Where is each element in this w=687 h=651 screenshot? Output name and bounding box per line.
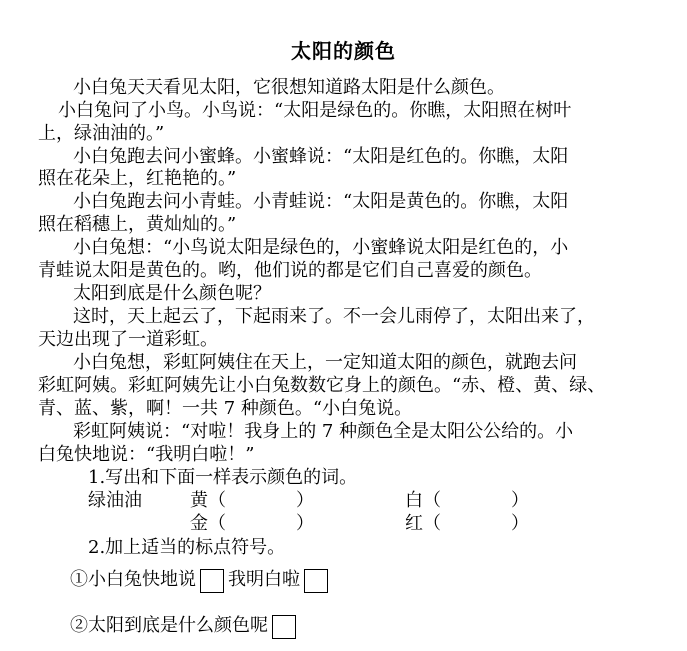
paragraph-line: 青、蓝、紫，啊！一共 7 种颜色。“小白兔说。 <box>38 398 413 419</box>
fill-item-gold <box>190 513 314 535</box>
paragraph-line: 这时，天上起云了，下起雨来了。不一会儿雨停了，太阳出来了， <box>73 306 595 327</box>
paragraph-line: 上，绿油油的。” <box>38 123 165 144</box>
paragraph-line: 彩虹阿姨。彩虹阿姨先让小白兔数数它身上的颜色。“赤、橙、黄、绿、 <box>38 375 606 396</box>
paragraph-line: 小白兔跑去问小青蛙。小青蛙说：“太阳是黄色的。你瞧，太阳 <box>73 191 569 212</box>
page-title: 太阳的颜色 <box>291 39 396 63</box>
fill-open-paren: （ <box>423 513 441 534</box>
fill-open-paren: （ <box>208 513 226 534</box>
fill-open-paren: （ <box>423 490 441 511</box>
fill-item-yellow <box>190 490 314 512</box>
fill-open-paren: （ <box>208 490 226 511</box>
paragraph-line: 彩虹阿姨说：“对啦！我身上的 7 种颜色全是太阳公公给的。小 <box>73 421 574 442</box>
paragraph-line: 白兔快地说：“我明白啦！” <box>38 444 255 465</box>
question-1-prompt: 1.写出和下面一样表示颜色的词。 <box>88 467 358 488</box>
fill-close-paren: ） <box>296 490 314 511</box>
punctuation-box[interactable] <box>200 569 224 593</box>
fill-close-paren: ） <box>296 513 314 534</box>
question-2-prompt: 2.加上适当的标点符号。 <box>88 537 286 558</box>
fill-item-char: 红 <box>405 513 423 534</box>
paragraph-line: 小白兔想，彩虹阿姨住在天上，一定知道太阳的颜色，就跑去问 <box>73 352 577 373</box>
paragraph-line: 小白兔想：“小鸟说太阳是绿色的，小蜜蜂说太阳是红色的，小 <box>73 237 569 258</box>
punctuation-row-1 <box>70 567 332 593</box>
paragraph-line: 小白兔跑去问小蜜蜂。小蜜蜂说：“太阳是红色的。你瞧，太阳 <box>73 146 569 167</box>
fill-close-paren: ） <box>511 513 529 534</box>
fill-item-char: 黄 <box>190 490 208 511</box>
fill-item-char: 金 <box>190 513 208 534</box>
punctuation-text: ②太阳到底是什么颜色呢 <box>70 615 268 636</box>
fill-item-white <box>405 490 529 512</box>
punctuation-text: ①小白兔快地说 <box>70 569 196 590</box>
paragraph-line: 青蛙说太阳是黄色的。哟，他们说的都是它们自己喜爱的颜色。 <box>38 260 542 281</box>
punctuation-row-2 <box>70 613 300 639</box>
fill-close-paren: ） <box>511 490 529 511</box>
paragraph-line: 照在花朵上，红艳艳的。” <box>38 168 237 189</box>
paragraph-line: 小白兔问了小鸟。小鸟说：“太阳是绿色的。你瞧，太阳照在树叶 <box>58 100 572 121</box>
fill-item-red <box>405 513 529 535</box>
question-1-example: 绿油油 <box>88 490 142 511</box>
paragraph-line: 天边出现了一道彩虹。 <box>38 329 218 350</box>
punctuation-text: 我明白啦 <box>228 569 300 590</box>
paragraph-line: 小白兔天天看见太阳，它很想知道路太阳是什么颜色。 <box>73 77 505 98</box>
fill-item-char: 白 <box>405 490 423 511</box>
paragraph-line: 照在稻穗上，黄灿灿的。” <box>38 214 237 235</box>
punctuation-box[interactable] <box>272 615 296 639</box>
punctuation-box[interactable] <box>304 569 328 593</box>
paragraph-line: 太阳到底是什么颜色呢？ <box>73 283 271 304</box>
